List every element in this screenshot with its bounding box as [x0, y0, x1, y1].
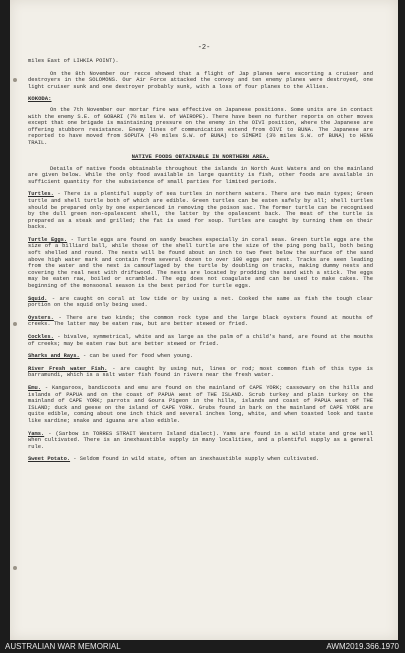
paragraph-turtles: Turtles. - There is a plentiful supply of sea turtles in northern waters. There are two main types; Green turtle and shell turtle both of which are edible. Green turtles can be eaten safely by all; shell turtles should be prepared only by one experienced in removing the poison sac. The former turtle can be recognised by the dull green non-opalescent shell, the latter by the opalescent back. The meat of the turtle is prepared as a steak and grilled; the fat is used for soup. Turtles are caught by turning them on their backs.	[28, 191, 373, 231]
paragraph-cockles: Cockles. - bivalve, symmetrical, white and as large as the palm of a child's hand, are found at the mouths of creeks; may be eaten raw but are better stewed or fried.	[28, 334, 373, 347]
section-heading-native-foods: NATIVE FOODS OBTAINABLE IN NORTHERN AREA.	[131, 152, 270, 160]
paragraph-oysters: Oysters. - There are two kinds; the common rock type and the large black oysters found at mouths of creeks. The latter may be eaten raw, but are better stewed or fried.	[28, 314, 373, 328]
paragraph-sharks: Sharks and Rays. - can be used for food when young.	[28, 353, 193, 360]
archive-footer	[0, 640, 405, 653]
paragraph-yams: Yams. - (Sarbow in TORRES STRAIT Western Island dialect). Yams are found in a wild state and grow well when cultivated. There is an inexhaustible supply in many localities, and a plentiful supply as a general rule.	[28, 430, 373, 450]
punch-hole	[13, 566, 17, 570]
punch-hole	[13, 322, 17, 326]
footer-catalogue-number: AWM2019.366.1970	[326, 642, 399, 651]
paragraph-emu: Emu. - Kangaroos, bandicoots and emu are found on the mainland of CAPE YORK; cassowary on the hills and islands of PAPUA and on the coast of PAPUA west of THE ISLAND. Scrub turkey and plain turkey on the mainland of CAPE YORK; parrots and Goura Pigeon in the hills, islands and coast of PAPUA west of THE ISLAND; duck and geese on the island of CAPE YORK. Grubs found in bark on the mainland of CAPE YORK are quite edible, coming about one inch thick and several inches long, white, and when toasted look and taste like sardine; snake and iguana are also edible.	[28, 384, 373, 424]
paragraph: On the 7th November our mortar fire was effective on Japanese positions. Some units are in contact with the enemy S.E. of GOBARI (7½ miles W. of WAIROPE). There have been no further reports on other moves except that one brigade is maintaining pressure on the enemy in the OIVI position, where the Japanese are offering stubborn resistance. Enemy lines of communication extend from OIVI to BUNA. The Japanese are reported to have moved from SOPUTA (4½ miles S.W. of BUNA) to SIMEMI (3½ miles S.W. of BUNA) to HENG TRAIL.	[28, 106, 373, 146]
paragraph: miles East of LIHKIA POINT).	[28, 58, 119, 64]
document-body	[28, 58, 373, 469]
paragraph-squid: Squid. - are caught on coral at low tide or by using a net. Cooked the same as fish the tough clear portion on the squid only being used.	[28, 295, 373, 309]
footer-institution: AUSTRALIAN WAR MEMORIAL	[5, 642, 121, 651]
section-heading-kokoda: KOKODA:	[28, 95, 52, 103]
paragraph-river-fish: River Fresh water Fish. - are caught by using nut, lines or rod; most common fish of this type is barramundi, which is a salt water fish found in rivers near the fresh water.	[28, 365, 374, 379]
punch-hole	[13, 78, 17, 82]
paragraph-turtle-eggs: Turtle Eggs. - Turtle eggs are found on sandy beaches especially in coral seas. Green turtle eggs are the size of a billiard ball, while those of the shell turtle are the size of the ping pong ball, both being soft shelled and round. The nests will be found about an inch to two feet below the surface of the sand above high water mark and contain from several dozen to over 100 eggs per nest. Tracks are seen leading from the water and the nest is camouflaged by the turtle by doubling on tracks, making dummy nests and covering the real nest with driftwood. The nests are located by prodding the sand with a stick. The eggs may be eaten raw, boiled or scrambled. The egg does not coagulate and can be used to make cakes. The beginning of the monsoonal season is the best period for turtle eggs.	[28, 236, 373, 290]
paragraph-sweet-potato: Sweet Potato. - Seldom found in wild state, often an inexhaustible supply when cultivated.	[28, 456, 320, 463]
paragraph: On the 8th November our recce showed that a flight of Jap planes were escorting a cruiser and destroyers in the SOLOMONS. Our Air Force attacked the convoy and ten enemy planes were destroyed, one light cruiser sunk and one destroyer probably sunk, with a loss of four planes to the Allies.	[28, 70, 373, 90]
document-page	[10, 0, 398, 640]
page-number: -2-	[197, 44, 211, 52]
paragraph: Details of native foods obtainable throughout the islands in North Aust Waters and on the mainland are given below. While the only food available in large quantity is fish, other foods are available in sufficient quantity for the subsistence of small parties for limited periods.	[28, 165, 373, 185]
